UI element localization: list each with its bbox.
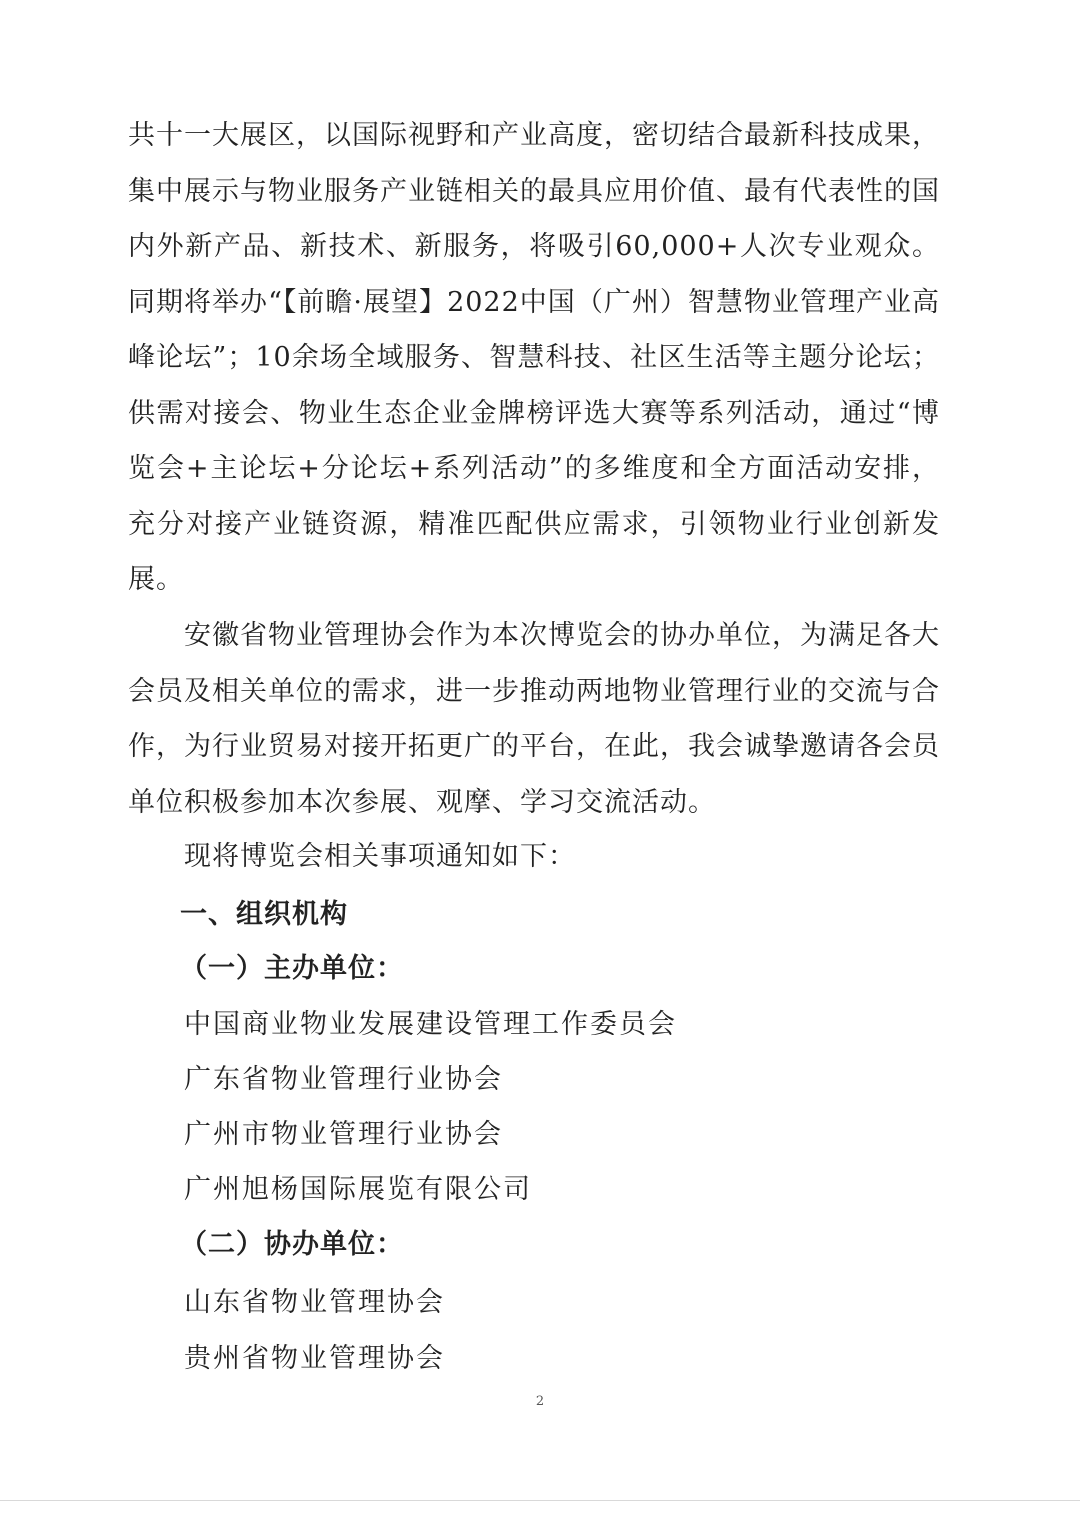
host-unit-item: 广州旭杨国际展览有限公司 [184, 1174, 532, 1205]
host-unit-item: 广州市物业管理行业协会 [184, 1119, 503, 1150]
co-organizer-item: 贵州省物业管理协会 [184, 1343, 445, 1374]
subheading-host-units: （一）主办单位： [180, 953, 404, 984]
subheading-co-organizers: （二）协办单位： [180, 1229, 404, 1260]
body-paragraph-2: 安徽省物业管理协会作为本次博览会的协办单位，为满足各大会员及相关单位的需求，进一步推动两地物业管理行业的交流与合作，为行业贸易对接开拓更广的平台，在此，我会诚挚邀请各会员单位积极参加本次参展、观摩、学习交流活动。 [128, 620, 940, 818]
host-unit-item: 中国商业物业发展建设管理工作委员会 [184, 1009, 677, 1040]
co-organizer-item: 山东省物业管理协会 [184, 1287, 445, 1318]
host-unit-item: 广东省物业管理行业协会 [184, 1064, 503, 1095]
footer-divider [0, 1500, 1080, 1501]
body-paragraph-3: 现将博览会相关事项通知如下： [184, 841, 576, 872]
page-number: 2 [535, 1394, 545, 1409]
section-heading-organization: 一、组织机构 [180, 899, 348, 930]
body-paragraph-1: 共十一大展区，以国际视野和产业高度，密切结合最新科技成果，集中展示与物业服务产业链相关的最具应用价值、最有代表性的国内外新产品、新技术、新服务，将吸引60,000+人次专业观众。同期将举办“【前瞻·展望】2022中国（广州）智慧物业管理产业高峰论坛”；10余场全域服务、智慧科技、社区生活等主题分论坛；供需对接会、物业生态企业金牌榜评选大赛等系列活动，通过“博览会+主论坛+分论坛+系列活动”的多维度和全方面活动安排，充分对接产业链资源，精准匹配供应需求，引领物业行业创新发展。 [128, 120, 940, 595]
